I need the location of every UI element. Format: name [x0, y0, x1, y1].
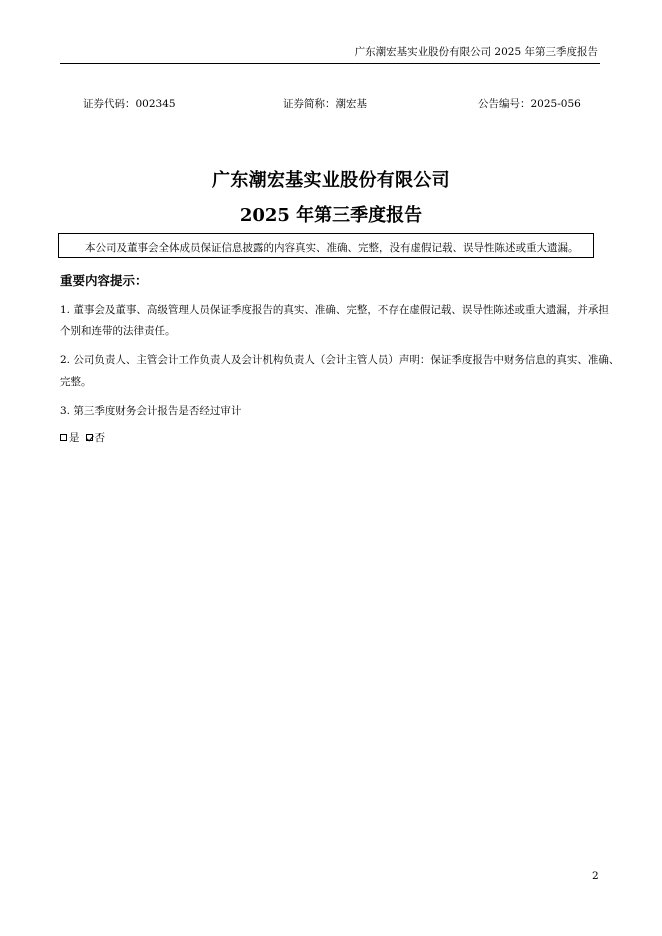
- header-divider: [60, 63, 600, 64]
- audit-no-checkbox[interactable]: [86, 434, 93, 441]
- disclaimer-text: 本公司及董事会全体成员保证信息披露的内容真实、准确、完整，没有虚假记载、误导性陈述或重大遗漏。: [85, 242, 579, 254]
- running-header: 广东潮宏基实业股份有限公司 2025 年第三季度报告: [354, 46, 598, 58]
- audit-options: [60, 430, 111, 445]
- notice-item-2-line-1: 2. 公司负责人、主管会计工作负责人及会计机构负责人（会计主管人员）声明：保证季度报告中财务信息的真实、准确、: [60, 354, 620, 366]
- notice-number: 公告编号：2025-056: [478, 98, 581, 110]
- disclaimer-box: [58, 233, 594, 258]
- important-notice-heading: 重要内容提示：: [60, 273, 148, 288]
- notice-item-1-line-2: 个别和连带的法律责任。: [60, 325, 176, 337]
- stock-abbreviation: 证券简称：潮宏基: [283, 98, 367, 110]
- company-title: 广东潮宏基实业股份有限公司: [212, 170, 450, 191]
- audit-no-label: 否: [94, 432, 105, 444]
- stock-code: 证券代码：002345: [83, 98, 176, 110]
- report-title: 2025 年第三季度报告: [239, 205, 423, 226]
- notice-item-2-line-2: 完整。: [60, 376, 92, 388]
- audit-yes-label: 是: [69, 432, 80, 444]
- audit-yes-checkbox[interactable]: [60, 434, 67, 441]
- page-number: 2: [592, 870, 599, 882]
- notice-item-1-line-1: 1. 董事会及董事、高级管理人员保证季度报告的真实、准确、完整，不存在虚假记载、误导性陈述或重大遗漏，并承担: [60, 304, 609, 316]
- notice-item-3: 3. 第三季度财务会计报告是否经过审计: [60, 405, 242, 417]
